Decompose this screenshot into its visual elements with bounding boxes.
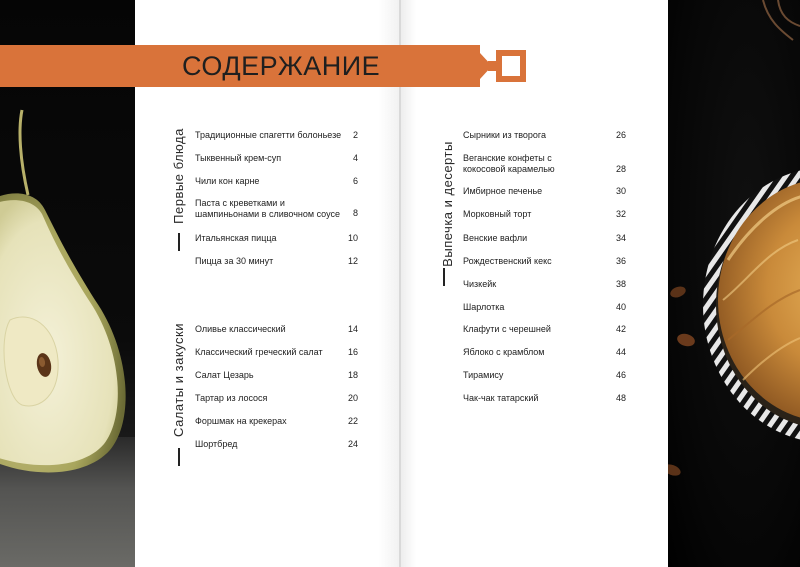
pie-illustration [668, 0, 800, 567]
section-label-first-courses: Первые блюда [171, 128, 186, 224]
toc-entry[interactable]: Чак-чак татарский [463, 393, 539, 403]
section-divider-first-courses [178, 233, 180, 251]
header-band-extension [400, 45, 480, 87]
stem [20, 110, 28, 195]
toc-entry[interactable]: Форшмак на крекерах [195, 416, 287, 426]
toc-page-number: 18 [347, 370, 358, 380]
section-label-desserts: Выпечка и десерты [440, 141, 455, 267]
toc-entry[interactable]: Рождественский кекс [463, 256, 552, 266]
toc-page-number: 42 [615, 324, 626, 334]
toc-page-number: 40 [615, 302, 626, 312]
toc-entry[interactable]: Сырники из творога [463, 130, 546, 140]
toc-entry[interactable]: Чили кон карне [195, 176, 260, 186]
toc-page-number: 22 [347, 416, 358, 426]
section-divider-desserts [443, 268, 445, 286]
toc-page-number: 34 [615, 233, 626, 243]
toc-entry[interactable]: Итальянская пицца [195, 233, 277, 243]
toc-entry[interactable]: Тирамису [463, 370, 504, 380]
toc-page-number: 14 [347, 324, 358, 334]
toc-page-number: 26 [615, 130, 626, 140]
fork-icon [496, 50, 526, 82]
toc-entry[interactable]: Салат Цезарь [195, 370, 254, 380]
toc-page-number: 48 [615, 393, 626, 403]
toc-entry[interactable]: Морковный торт [463, 209, 532, 219]
toc-entry[interactable]: Венские вафли [463, 233, 528, 243]
toc-entry[interactable]: Шортбред [195, 439, 238, 449]
pie-photo [668, 0, 800, 567]
toc-page-number: 36 [615, 256, 626, 266]
toc-entry[interactable]: Тартар из лосося [195, 393, 268, 403]
toc-entry[interactable]: Традиционные спагетти болоньезе [195, 130, 342, 140]
toc-entry[interactable]: Клафути с черешней [463, 324, 551, 334]
toc-page-number: 46 [615, 370, 626, 380]
section-divider-salads [178, 448, 180, 466]
toc-page-number: 10 [347, 233, 358, 243]
toc-page-number: 4 [352, 153, 358, 163]
toc-page-number: 8 [352, 208, 358, 218]
toc-page-number: 44 [615, 347, 626, 357]
toc-entry[interactable]: Классический греческий салат [195, 347, 323, 357]
toc-entry[interactable]: Паста с креветками и шампиньонами в сливочном соусе [195, 198, 340, 219]
toc-page-number: 28 [615, 164, 626, 174]
toc-entry[interactable]: Оливье классический [195, 324, 286, 334]
toc-entry[interactable]: Чизкейк [463, 279, 497, 289]
toc-entry[interactable]: Яблоко с крамблом [463, 347, 545, 357]
fork-neck [488, 61, 496, 71]
toc-page-number: 6 [352, 176, 358, 186]
toc-entry[interactable]: Пицца за 30 минут [195, 256, 274, 266]
toc-page-number: 20 [347, 393, 358, 403]
toc-page-number: 2 [352, 130, 358, 140]
toc-page-number: 30 [615, 186, 626, 196]
toc-page-number: 32 [615, 209, 626, 219]
toc-entry[interactable]: Веганские конфеты с кокосовой карамелью [463, 153, 555, 174]
toc-entry[interactable]: Тыквенный крем-суп [195, 153, 282, 163]
toc-page-number: 12 [347, 256, 358, 266]
toc-page-number: 24 [347, 439, 358, 449]
toc-page-number: 38 [615, 279, 626, 289]
page-title: СОДЕРЖАНИЕ [182, 51, 381, 81]
toc-entry[interactable]: Шарлотка [463, 302, 505, 312]
toc-page-number: 16 [347, 347, 358, 357]
toc-entry[interactable]: Имбирное печенье [463, 186, 543, 196]
section-label-salads: Салаты и закуски [171, 323, 186, 437]
